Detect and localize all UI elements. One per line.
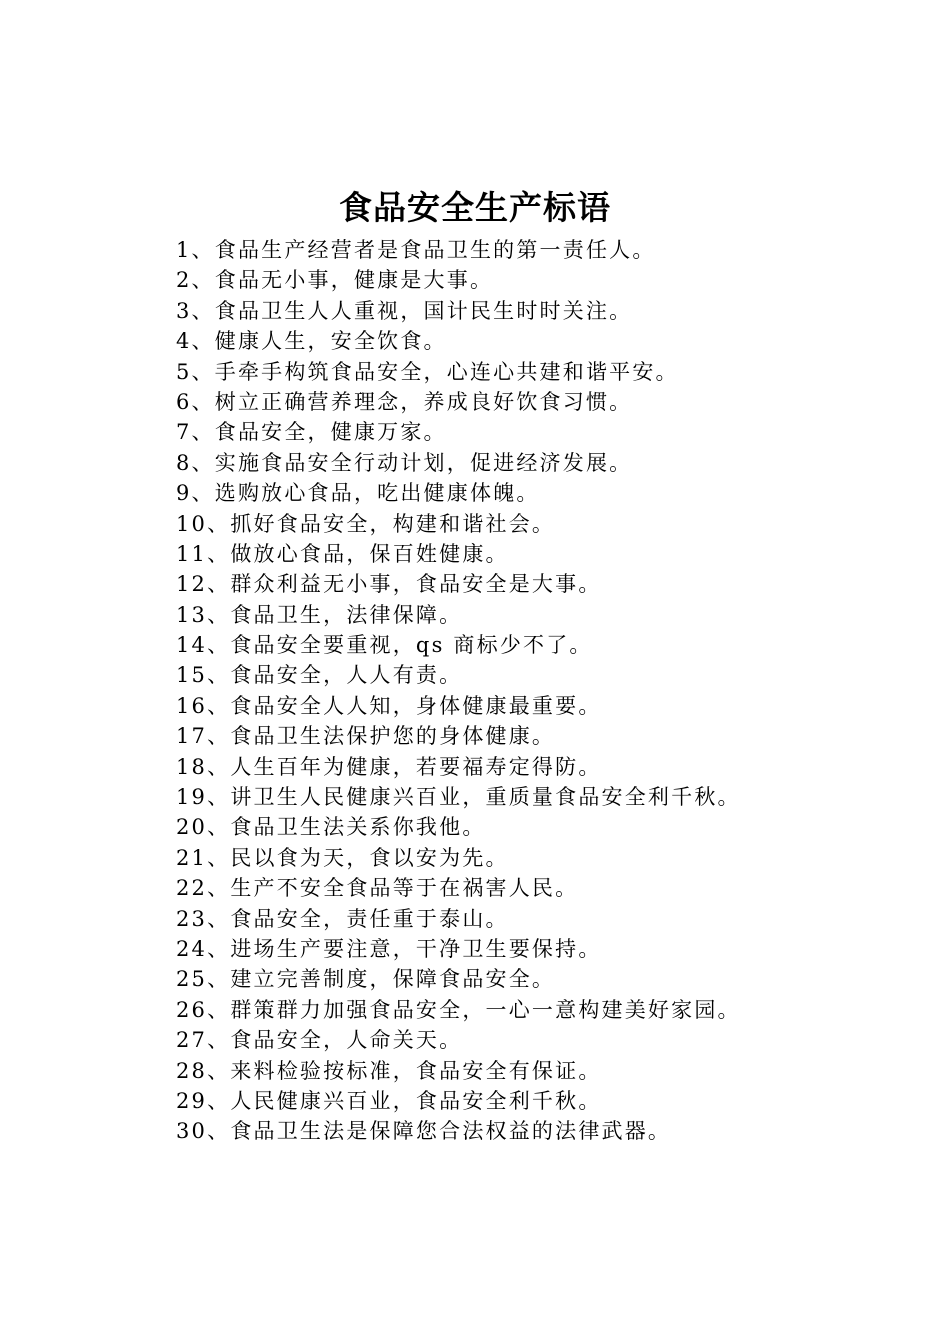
slogan-item: 3、食品卫生人人重视，国计民生时时关注。 [176, 298, 633, 323]
slogan-item: 5、手牵手构筑食品安全，心连心共建和谐平安。 [176, 359, 679, 384]
slogan-item: 25、建立完善制度，保障食品安全。 [176, 967, 556, 992]
slogan-item: 19、讲卫生人民健康兴百业，重质量食品安全利千秋。 [176, 785, 741, 810]
slogan-item: 30、食品卫生法是保障您合法权益的法律武器。 [176, 1119, 672, 1144]
slogan-item: 16、食品安全人人知，身体健康最重要。 [176, 693, 602, 718]
slogan-item: 23、食品安全，责任重于泰山。 [176, 906, 509, 931]
slogan-item: 4、健康人生，安全饮食。 [176, 329, 447, 354]
slogan-item: 15、食品安全，人人有责。 [176, 663, 463, 688]
slogan-list [176, 235, 741, 1147]
slogan-item: 12、群众利益无小事，食品安全是大事。 [176, 572, 602, 597]
slogan-item: 21、民以食为天，食以安为先。 [176, 845, 509, 870]
slogan-item: 20、食品卫生法关系你我他。 [176, 815, 486, 840]
slogan-item: 22、生产不安全食品等于在祸害人民。 [176, 876, 579, 901]
slogan-item: 10、抓好食品安全，构建和谐社会。 [176, 511, 556, 536]
slogan-item: 7、食品安全，健康万家。 [176, 420, 447, 445]
slogan-item: 28、来料检验按标准，食品安全有保证。 [176, 1058, 602, 1083]
slogan-item: 11、做放心食品，保百姓健康。 [176, 541, 509, 566]
slogan-item: 14、食品安全要重视，qs 商标少不了。 [176, 633, 593, 658]
slogan-item: 8、实施食品安全行动计划，促进经济发展。 [176, 450, 633, 475]
slogan-item: 2、食品无小事，健康是大事。 [176, 268, 494, 293]
slogan-item: 18、人生百年为健康，若要福寿定得防。 [176, 754, 602, 779]
slogan-item: 17、食品卫生法保护您的身体健康。 [176, 724, 556, 749]
slogan-item: 27、食品安全，人命关天。 [176, 1028, 463, 1053]
document-title: 食品安全生产标语 [339, 188, 611, 227]
slogan-item: 13、食品卫生，法律保障。 [176, 602, 463, 627]
slogan-item: 29、人民健康兴百业，食品安全利千秋。 [176, 1088, 602, 1113]
slogan-item: 6、树立正确营养理念，养成良好饮食习惯。 [176, 389, 633, 414]
slogan-item: 26、群策群力加强食品安全，一心一意构建美好家园。 [176, 997, 741, 1022]
slogan-item: 9、选购放心食品，吃出健康体魄。 [176, 481, 540, 506]
slogan-item: 24、进场生产要注意，干净卫生要保持。 [176, 936, 602, 961]
slogan-item: 1、食品生产经营者是食品卫生的第一责任人。 [176, 238, 656, 262]
